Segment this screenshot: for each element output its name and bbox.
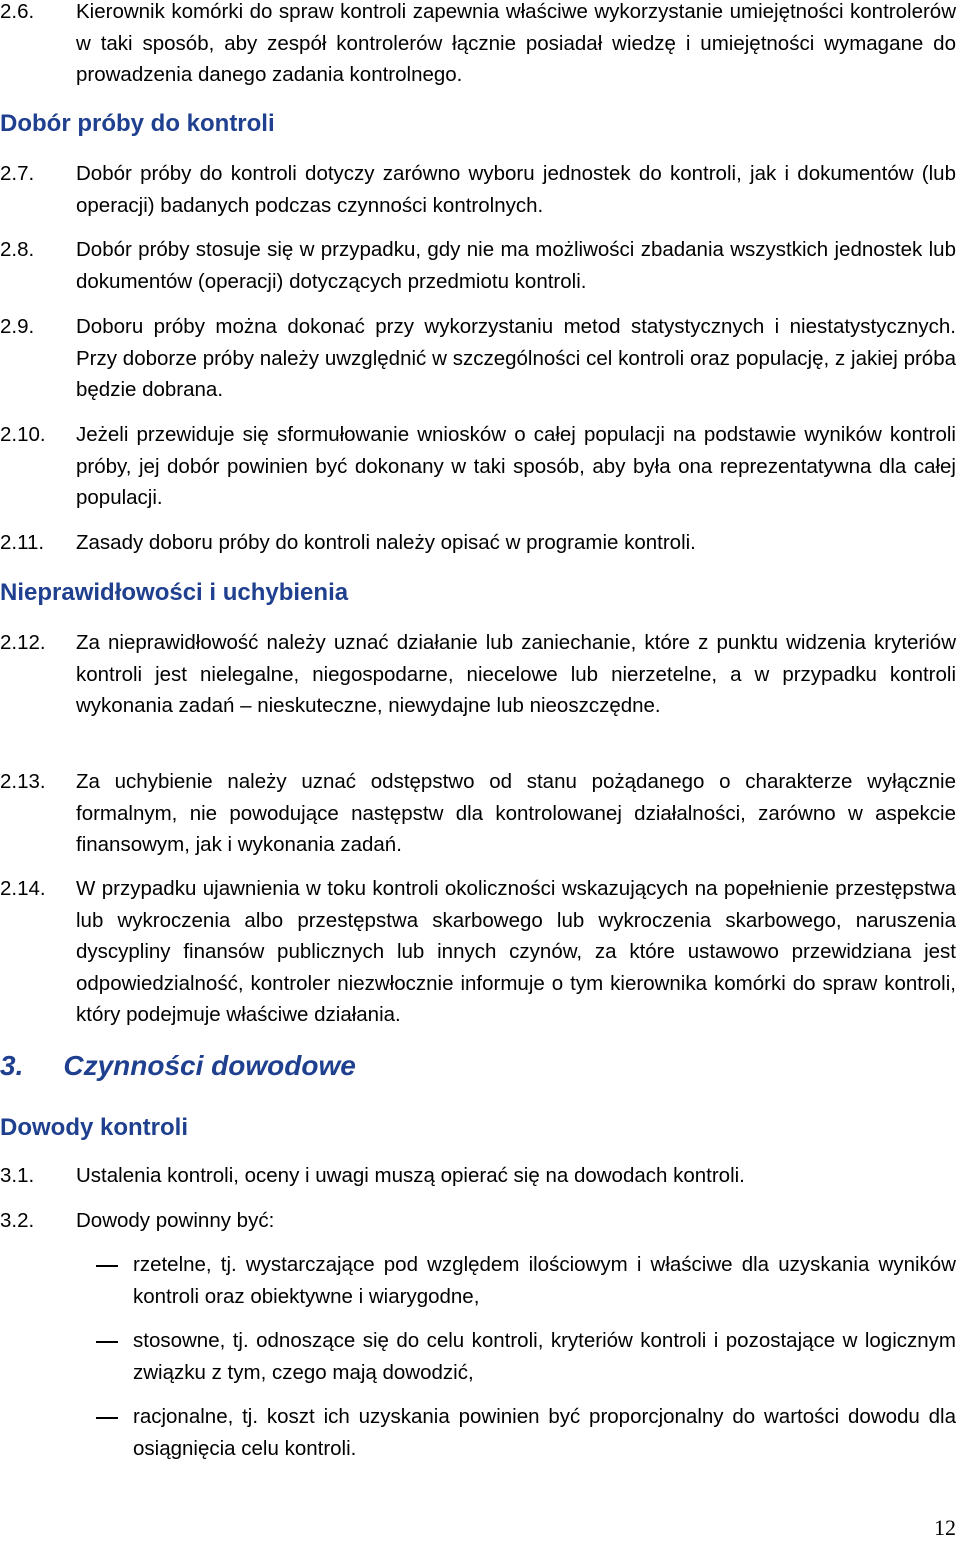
- paragraph-number: 2.6.: [0, 0, 35, 23]
- heading-irregularities: Nieprawidłowości i uchybienia: [0, 579, 349, 606]
- paragraph-text: Zasady doboru próby do kontroli należy opisać w programie kontroli.: [76, 531, 696, 554]
- paragraph-number: 2.11.: [0, 531, 45, 554]
- dash-icon: [96, 1401, 118, 1419]
- heading-sample-selection: Dobór próby do kontroli: [0, 110, 275, 137]
- paragraph-2-7: [0, 158, 956, 221]
- paragraph-text: Dowody powinny być:: [76, 1209, 275, 1232]
- page-number: 12: [934, 1515, 956, 1540]
- list-item-text: racjonalne, tj. koszt ich uzyskania powinien być proporcjonalny do wartości dowodu dla osiągnięcia celu kontroli.: [133, 1405, 956, 1460]
- paragraph-2-13: [0, 766, 956, 861]
- paragraph-text: Za uchybienie należy uznać odstępstwo od stanu pożądanego o charakterze wyłącznie formalnym, nie powodujące następstw dla kontrolowanej działalności, zarówno w aspekcie finansowym, jak i wykonania zadań.: [76, 770, 956, 856]
- list-item: [96, 1249, 956, 1312]
- paragraph-2-12: [0, 627, 956, 722]
- paragraph-3-1: [0, 1160, 956, 1192]
- paragraph-text: Jeżeli przewiduje się sformułowanie wniosków o całej populacji na podstawie wyników kontroli próby, jej dobór powinien być dokonany w taki sposób, aby była ona reprezentatywna dla całej populacji.: [76, 423, 956, 509]
- paragraph-2-10: [0, 419, 956, 514]
- paragraph-text: Kierownik komórki do spraw kontroli zapewnia właściwe wykorzystanie umiejętności kontrolerów w taki sposób, aby zespół kontrolerów łącznie posiadał wiedzę i umiejętności wymagane do prowadzenia danego zadania kontrolnego.: [76, 0, 956, 86]
- dash-icon: [96, 1249, 118, 1267]
- paragraph-text: Dobór próby do kontroli dotyczy zarówno wyboru jednostek do kontroli, jak i dokumentów (lub operacji) badanych podczas czynności kontrolnych.: [76, 162, 956, 217]
- list-item: [96, 1325, 956, 1388]
- list-item: [96, 1401, 956, 1464]
- paragraph-text: W przypadku ujawnienia w toku kontroli okoliczności wskazujących na popełnienie przestępstwa lub wykroczenia albo przestępstwa skarbowego lub wykroczenia skarbowego, naruszenia dyscypliny finansów publicznych lub innych czynów, za które ustawowo przewidziana jest odpowiedzialność, kontroler niezwłocznie informuje o tym kierownika komórki do spraw kontroli, który podejmuje właściwe działania.: [76, 877, 956, 1026]
- paragraph-number: 3.1.: [0, 1164, 35, 1187]
- paragraph-2-11: [0, 527, 956, 559]
- paragraph-number: 2.7.: [0, 162, 35, 185]
- paragraph-text: Dobór próby stosuje się w przypadku, gdy nie ma możliwości zbadania wszystkich jednostek lub dokumentów (operacji) dotyczących przedmiotu kontroli.: [76, 238, 956, 293]
- chapter-title: Czynności dowodowe: [63, 1050, 356, 1081]
- paragraph-text: Ustalenia kontroli, oceny i uwagi muszą opierać się na dowodach kontroli.: [76, 1164, 745, 1187]
- heading-evidence: Dowody kontroli: [0, 1114, 188, 1141]
- paragraph-2-8: [0, 234, 956, 297]
- list-item-text: rzetelne, tj. wystarczające pod względem ilościowym i właściwe dla uzyskania wyników kontroli oraz obiektywne i wiarygodne,: [133, 1253, 956, 1308]
- paragraph-2-9: [0, 311, 956, 406]
- paragraph-3-2: [0, 1205, 956, 1237]
- list-item-text: stosowne, tj. odnoszące się do celu kontroli, kryteriów kontroli i pozostające w logicznym związku z tym, czego mają dowodzić,: [133, 1329, 956, 1384]
- paragraph-2-6: [0, 0, 956, 91]
- paragraph-text: Za nieprawidłowość należy uznać działanie lub zaniechanie, które z punktu widzenia kryteriów kontroli jest nielegalne, niegospodarne, niecelowe lub nierzetelne, a w przypadku kontroli wykonania zadań – nieskuteczne, niewydajne lub nieoszczędne.: [76, 631, 956, 717]
- paragraph-number: 2.9.: [0, 315, 35, 338]
- paragraph-text: Doboru próby można dokonać przy wykorzystaniu metod statystycznych i niestatystycznych. Przy doborze próby należy uwzględnić w szczególności cel kontroli oraz populację, z jakiej próba będzie dobrana.: [76, 315, 956, 401]
- paragraph-number: 2.12.: [0, 631, 46, 654]
- paragraph-number: 2.10.: [0, 423, 46, 446]
- chapter-number: 3.: [0, 1050, 24, 1081]
- chapter-heading: [0, 1050, 356, 1082]
- paragraph-number: 2.13.: [0, 770, 46, 793]
- dash-icon: [96, 1325, 118, 1343]
- paragraph-2-14: [0, 873, 956, 1031]
- paragraph-number: 2.8.: [0, 238, 35, 261]
- paragraph-number: 3.2.: [0, 1209, 35, 1232]
- paragraph-number: 2.14.: [0, 877, 46, 900]
